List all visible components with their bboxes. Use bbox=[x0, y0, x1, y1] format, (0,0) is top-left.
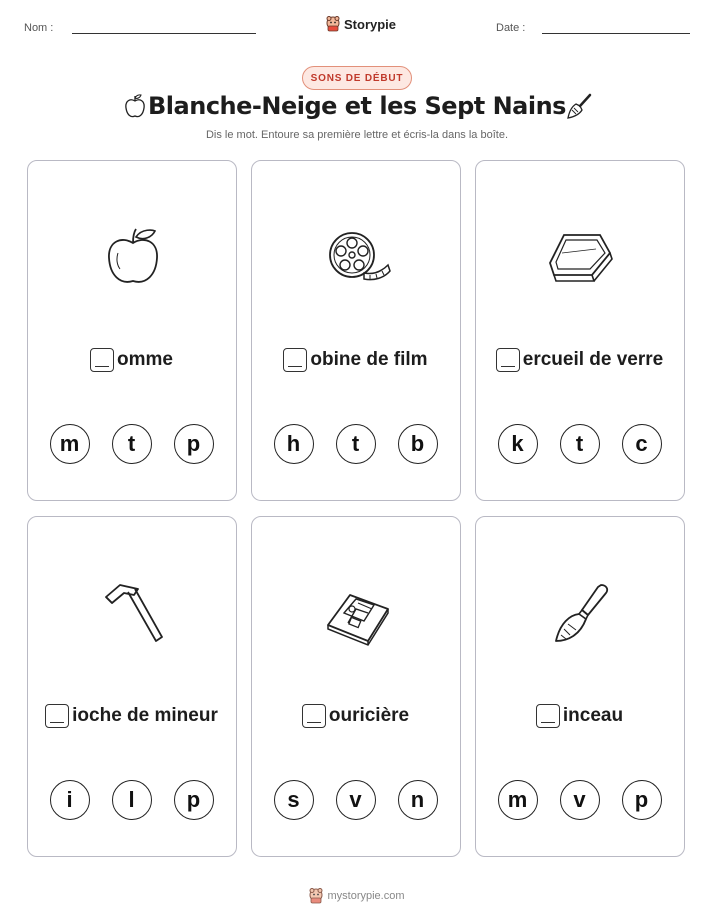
letter-choice[interactable]: h bbox=[274, 424, 314, 464]
date-label: Date : bbox=[496, 22, 526, 34]
card bbox=[27, 516, 237, 857]
letter-choice[interactable]: n bbox=[398, 780, 438, 820]
word-ending: omme bbox=[117, 349, 173, 370]
letter-answer-box[interactable] bbox=[302, 704, 326, 728]
letter-choices bbox=[252, 424, 459, 464]
name-label: Nom : bbox=[24, 22, 54, 34]
hammer-icon bbox=[98, 579, 168, 649]
letter-choice[interactable]: p bbox=[174, 424, 214, 464]
letter-choices bbox=[476, 780, 683, 820]
card bbox=[251, 516, 461, 857]
word-ending: inceau bbox=[562, 705, 624, 726]
film-reel-icon bbox=[322, 223, 392, 293]
letter-answer-box[interactable] bbox=[45, 704, 69, 728]
letter-choices bbox=[252, 780, 459, 820]
letter-choice[interactable]: m bbox=[498, 780, 538, 820]
header bbox=[0, 14, 714, 44]
card bbox=[475, 516, 685, 857]
card bbox=[251, 160, 461, 501]
paintbrush-icon bbox=[546, 579, 616, 649]
letter-choice[interactable]: m bbox=[50, 424, 90, 464]
letter-choice[interactable]: t bbox=[112, 424, 152, 464]
word-ending: ercueil de verre bbox=[522, 349, 664, 370]
mascot-icon bbox=[326, 16, 340, 32]
word-row bbox=[476, 348, 683, 372]
brand-name: Storypie bbox=[344, 16, 397, 32]
letter-choice[interactable]: i bbox=[50, 780, 90, 820]
letter-choice[interactable]: c bbox=[622, 424, 662, 464]
word-row bbox=[28, 704, 235, 728]
paintbrush-icon bbox=[564, 92, 594, 122]
letter-answer-box[interactable] bbox=[283, 348, 307, 372]
card bbox=[27, 160, 237, 501]
letter-choice[interactable]: t bbox=[560, 424, 600, 464]
word-row bbox=[28, 348, 235, 372]
glass-coffin-icon bbox=[546, 223, 616, 293]
worksheet-title: Blanche-Neige et les Sept Nains bbox=[148, 92, 566, 120]
letter-choices bbox=[28, 424, 235, 464]
letter-choice[interactable]: s bbox=[274, 780, 314, 820]
letter-answer-box[interactable] bbox=[536, 704, 560, 728]
letter-choices bbox=[28, 780, 235, 820]
word-row bbox=[252, 348, 459, 372]
letter-choice[interactable]: t bbox=[336, 424, 376, 464]
footer-url: mystorypie.com bbox=[327, 890, 405, 902]
apple-icon bbox=[98, 223, 168, 293]
letter-answer-box[interactable] bbox=[90, 348, 114, 372]
word-row bbox=[252, 704, 459, 728]
word-ending: obine de film bbox=[310, 349, 428, 370]
letter-answer-box[interactable] bbox=[496, 348, 520, 372]
card bbox=[475, 160, 685, 501]
letter-choice[interactable]: b bbox=[398, 424, 438, 464]
letter-choice[interactable]: v bbox=[560, 780, 600, 820]
word-ending: ouricière bbox=[328, 705, 410, 726]
topic-badge: SONS DE DÉBUT bbox=[302, 66, 412, 90]
word-row bbox=[476, 704, 683, 728]
name-line[interactable] bbox=[72, 33, 256, 34]
mousetrap-icon bbox=[322, 579, 392, 649]
title-row bbox=[0, 92, 714, 126]
mascot-icon bbox=[309, 888, 323, 904]
date-line[interactable] bbox=[542, 33, 690, 34]
word-ending: ioche de mineur bbox=[72, 705, 218, 726]
letter-choice[interactable]: v bbox=[336, 780, 376, 820]
letter-choices bbox=[476, 424, 683, 464]
footer bbox=[0, 885, 714, 907]
letter-choice[interactable]: p bbox=[174, 780, 214, 820]
letter-choice[interactable]: p bbox=[622, 780, 662, 820]
brand-logo bbox=[326, 14, 396, 34]
instructions: Dis le mot. Entoure sa première lettre et écris-la dans la boîte. bbox=[205, 129, 509, 141]
letter-choice[interactable]: k bbox=[498, 424, 538, 464]
letter-choice[interactable]: l bbox=[112, 780, 152, 820]
